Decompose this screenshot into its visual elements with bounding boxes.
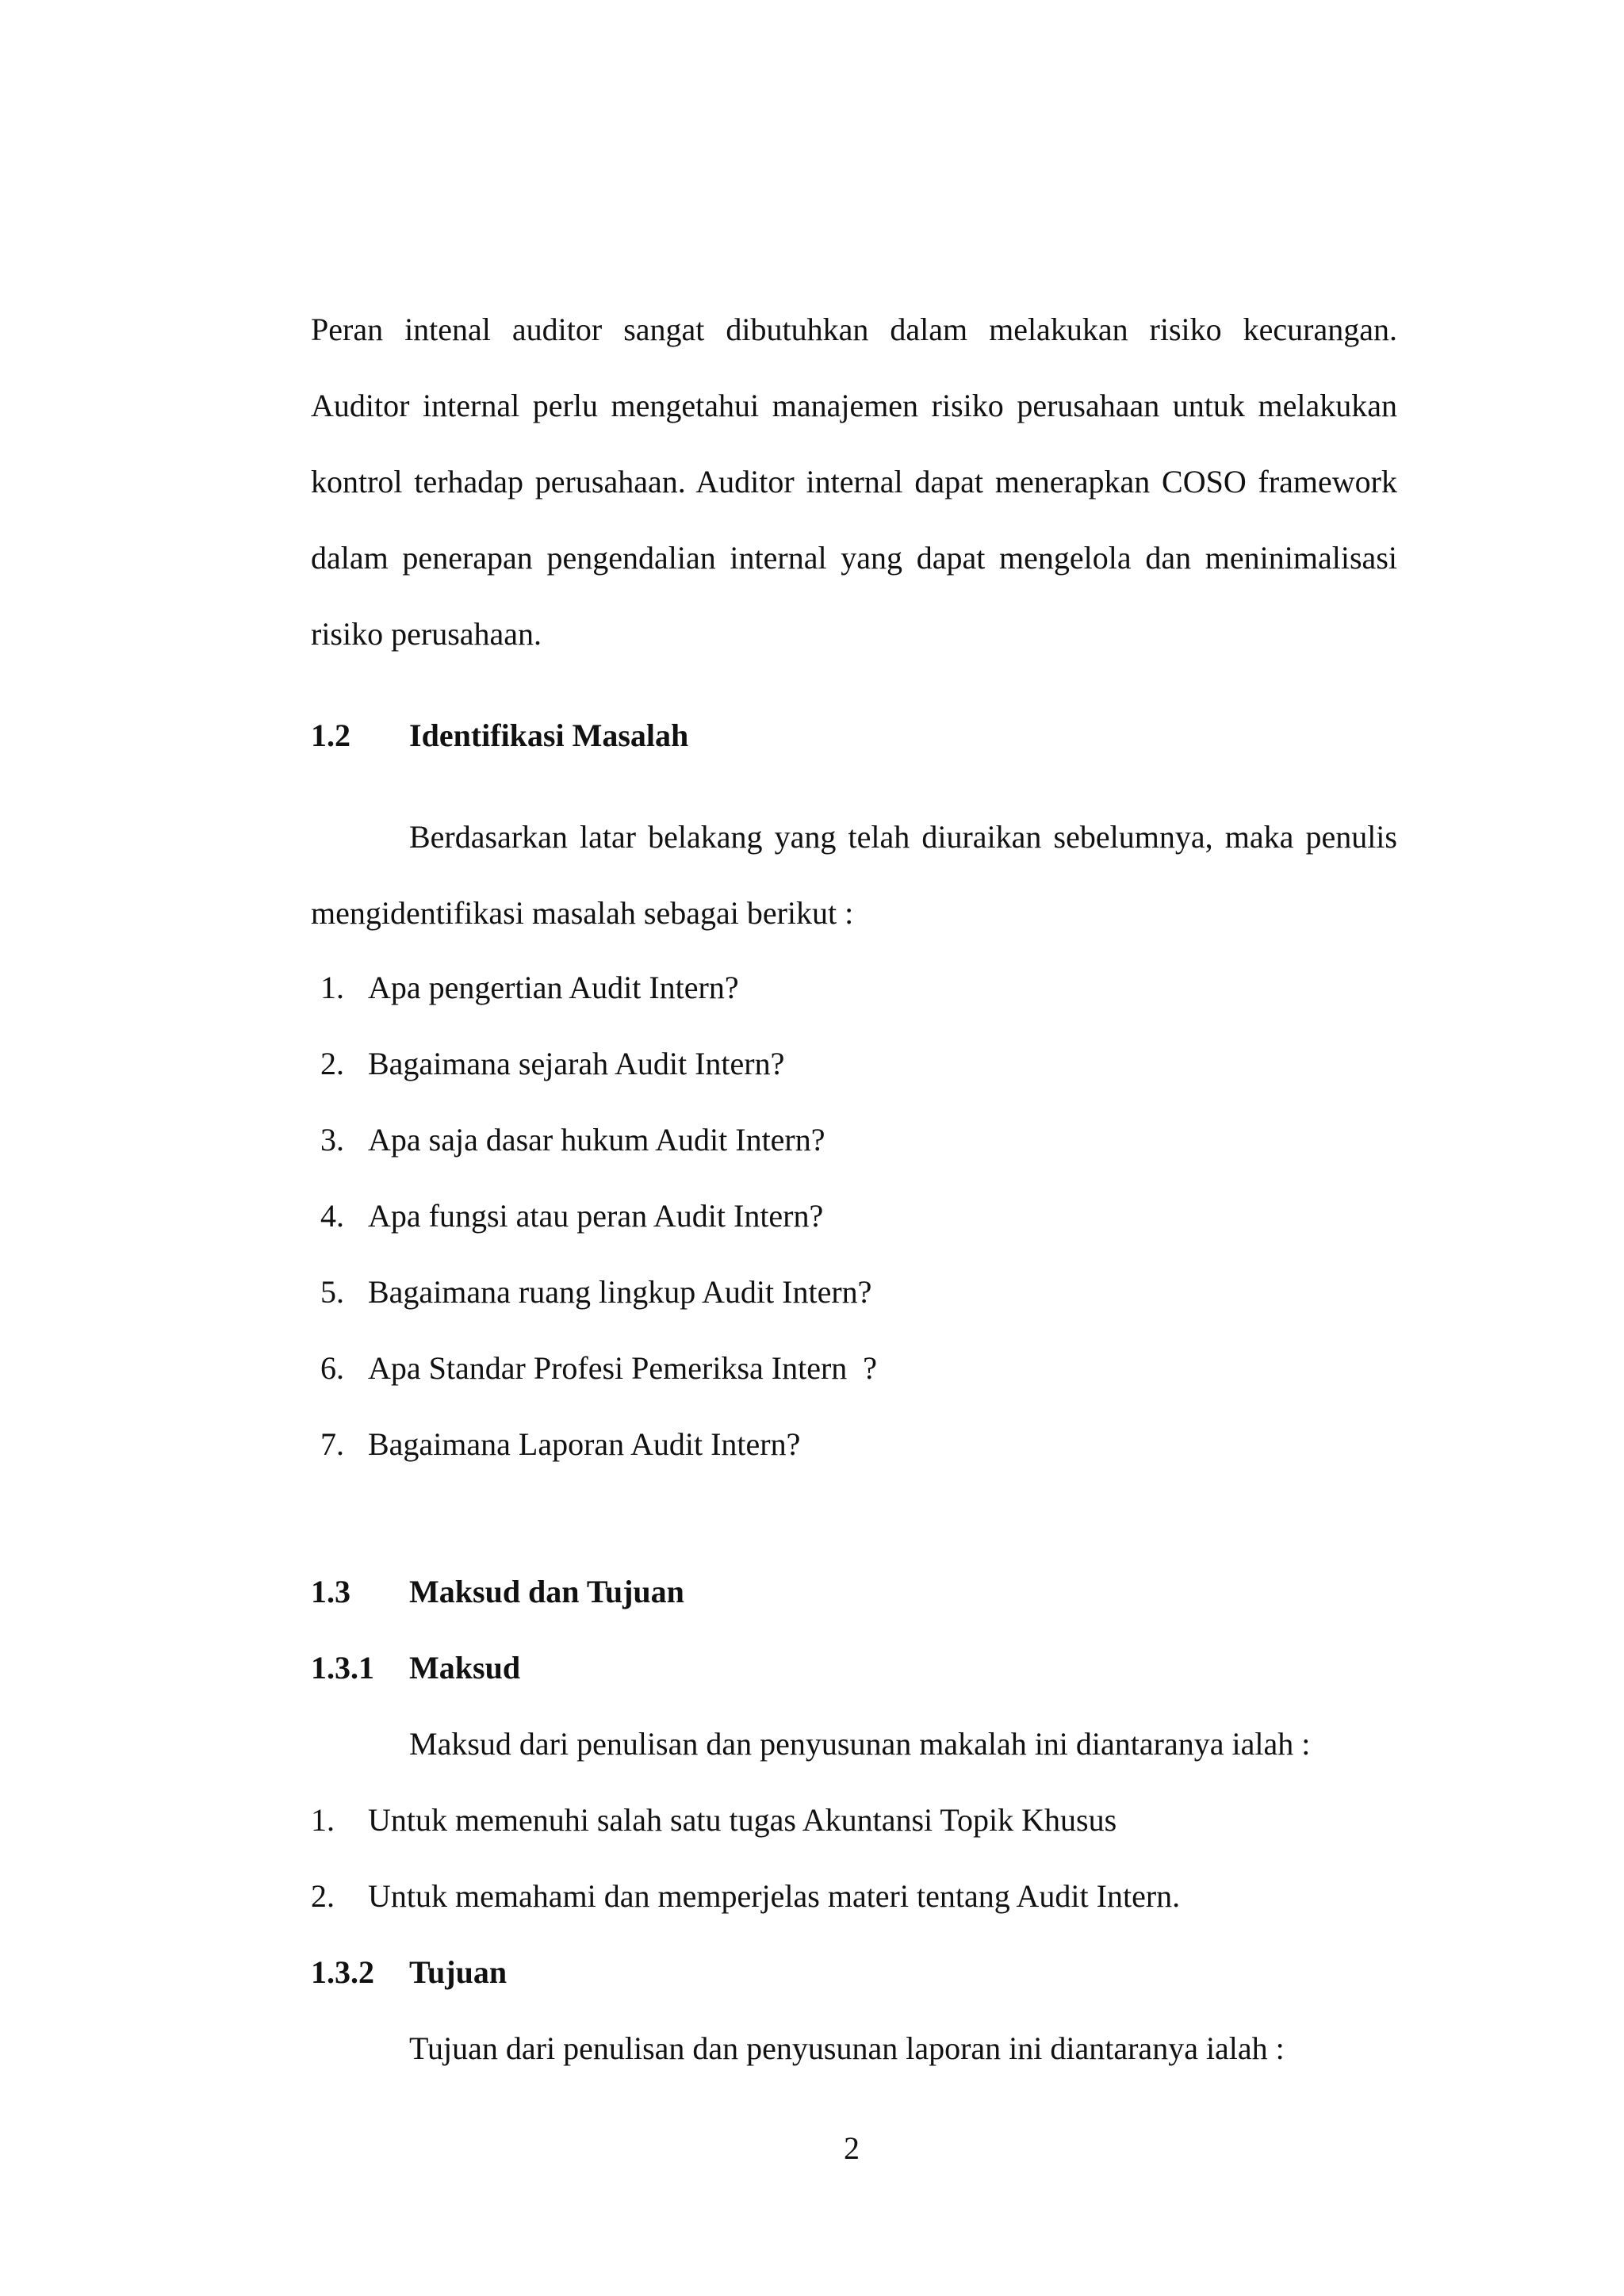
section-title: Maksud xyxy=(409,1650,521,1686)
section-title: Identifikasi Masalah xyxy=(409,718,689,753)
section-title: Maksud dan Tujuan xyxy=(409,1574,684,1609)
section-1-3-1-intro: Maksud dari penulisan dan penyusunan makalah ini diantaranya ialah : xyxy=(409,1726,1311,1762)
paragraph-line: dalam penerapan pengendalian internal yang dapat mengelola dan meninimalisasi xyxy=(311,540,1397,576)
list-text: Apa saja dasar hukum Audit Intern? xyxy=(368,1122,825,1158)
section-1-2-intro-line: mengidentifikasi masalah sebagai berikut : xyxy=(311,895,854,931)
section-number: 1.3 xyxy=(311,1574,350,1609)
section-title: Tujuan xyxy=(409,1954,508,1990)
list-text: Apa fungsi atau peran Audit Intern? xyxy=(368,1198,824,1234)
paragraph-line: kontrol terhadap perusahaan. Auditor internal dapat menerapkan COSO framework xyxy=(311,464,1397,499)
paragraph-line: Auditor internal perlu mengetahui manajemen risiko perusahaan untuk melakukan xyxy=(311,388,1397,423)
list-text: Untuk memahami dan memperjelas materi tentang Audit Intern. xyxy=(368,1878,1181,1914)
section-1-3-2-intro: Tujuan dari penulisan dan penyusunan laporan ini diantaranya ialah : xyxy=(409,2030,1285,2066)
section-number: 1.2 xyxy=(311,718,350,753)
list-number: 2. xyxy=(320,1046,344,1081)
list-number: 7. xyxy=(320,1426,344,1462)
list-text: Bagaimana ruang lingkup Audit Intern? xyxy=(368,1274,872,1310)
paragraph-line: Peran intenal auditor sangat dibutuhkan dalam melakukan risiko kecurangan. xyxy=(311,312,1397,347)
list-text: Apa Standar Profesi Pemeriksa Intern ? xyxy=(368,1350,878,1386)
list-number: 1. xyxy=(320,970,344,1005)
list-text: Bagaimana sejarah Audit Intern? xyxy=(368,1046,785,1081)
section-number: 1.3.2 xyxy=(311,1954,374,1990)
list-text: Apa pengertian Audit Intern? xyxy=(368,970,739,1005)
list-text: Untuk memenuhi salah satu tugas Akuntansi Topik Khusus xyxy=(368,1802,1117,1838)
list-number: 3. xyxy=(320,1122,344,1158)
list-number: 4. xyxy=(320,1198,344,1234)
list-text: Bagaimana Laporan Audit Intern? xyxy=(368,1426,801,1462)
list-number: 1. xyxy=(311,1802,335,1838)
list-number: 5. xyxy=(320,1274,344,1310)
paragraph-line: risiko perusahaan. xyxy=(311,616,542,652)
section-1-2-intro-line: Berdasarkan latar belakang yang telah diuraikan sebelumnya, maka penulis xyxy=(409,819,1397,855)
list-number: 6. xyxy=(320,1350,344,1386)
section-number: 1.3.1 xyxy=(311,1650,374,1686)
page-number: 2 xyxy=(844,2130,860,2166)
list-number: 2. xyxy=(311,1878,335,1914)
